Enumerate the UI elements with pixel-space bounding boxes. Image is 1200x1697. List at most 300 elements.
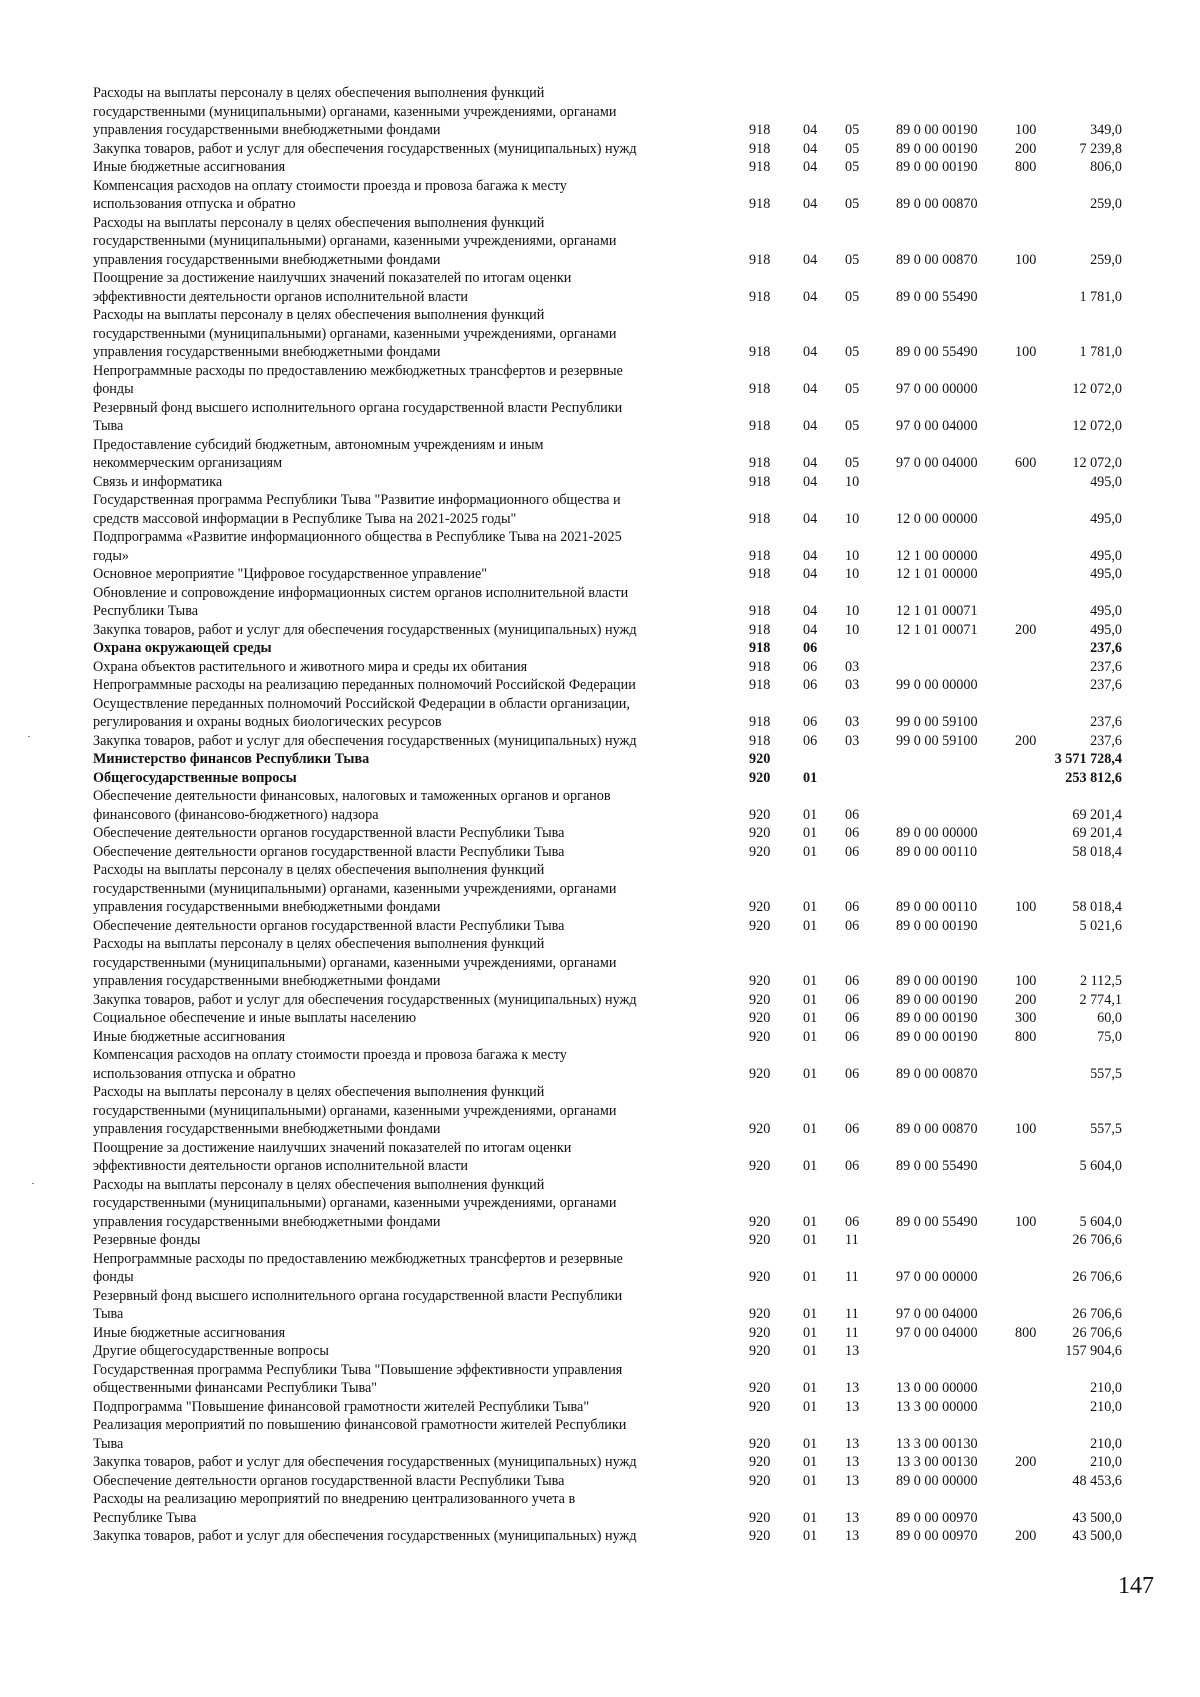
cell-vr: 100 [1015,1213,1037,1230]
row-name-line: Обеспечение деятельности финансовых, налоговых и таможенных органов и органов [93,788,611,804]
cell-vr: 100 [1015,251,1037,268]
table-row [0,491,1200,528]
cell-cs: 89 0 00 00190 [896,140,978,157]
table-row [0,1009,1200,1028]
row-name [93,917,733,936]
row-name-line: Резервный фонд высшего исполнительного органа государственной власти Республики [93,399,623,416]
table-row [0,528,1200,565]
cell-cs: 89 0 00 55490 [896,1158,978,1174]
cell-vr: 800 [1015,1324,1037,1341]
table-row [0,991,1200,1010]
table-row [0,1416,1200,1453]
cell-gr: 918 [749,381,771,397]
row-name-line: Закупка товаров, работ и услуг для обеспечения государственных (муниципальных) нужд [93,621,637,638]
row-name-line: Непрограммные расходы по предоставлению межбюджетных трансфертов и резервные [93,1250,623,1267]
cell-rz: 04 [803,566,818,582]
cell-vr: 200 [1015,991,1037,1008]
table-row [0,214,1200,270]
cell-cs: 12 0 00 00000 [896,510,978,527]
cell-amount: 237,6 [1090,658,1122,675]
table-row [0,658,1200,677]
cell-rz: 04 [803,418,818,434]
cell-gr: 918 [749,159,771,175]
cell-cs: 89 0 00 00970 [896,1509,978,1526]
cell-cs: 89 0 00 55490 [896,344,978,360]
cell-gr: 918 [749,473,771,490]
table-row [0,1453,1200,1472]
cell-cs: 97 0 00 04000 [896,418,978,434]
cell-amount: 210,0 [1090,1398,1122,1415]
cell-amount: 60,0 [1097,1010,1122,1026]
cell-gr: 920 [749,1232,771,1248]
row-name-line: Охрана объектов растительного и животного мира и среды их обитания [93,658,528,675]
cell-cs: 12 1 01 00000 [896,566,978,582]
table-row [0,695,1200,732]
row-name-line: годы» [93,547,129,564]
row-name [93,528,733,565]
cell-gr: 920 [749,1509,771,1526]
cell-rz: 01 [803,1343,818,1359]
table-row [0,676,1200,695]
cell-rz: 01 [803,1158,818,1174]
table-row [0,750,1200,769]
cell-amount: 43 500,0 [1072,1528,1122,1544]
cell-amount: 2 774,1 [1079,991,1122,1008]
cell-cs: 89 0 00 00190 [896,1010,978,1026]
table-row [0,935,1200,991]
cell-vr: 300 [1015,1010,1037,1026]
row-name [93,1139,733,1176]
row-name-line: Закупка товаров, работ и услуг для обеспечения государственных (муниципальных) нужд [93,1454,637,1470]
cell-gr: 918 [749,344,771,360]
row-name [93,1453,733,1472]
cell-pr: 03 [845,658,860,675]
cell-rz: 06 [803,732,818,749]
cell-rz: 04 [803,140,818,157]
table-row [0,140,1200,159]
cell-rz: 04 [803,344,818,360]
cell-gr: 920 [749,899,771,915]
cell-amount: 69 201,4 [1072,825,1122,841]
cell-amount: 2 112,5 [1079,973,1122,989]
row-name-line: Общегосударственные вопросы [93,769,297,786]
cell-amount: 237,6 [1090,677,1122,693]
cell-vr: 200 [1015,621,1037,638]
cell-pr: 05 [845,159,860,175]
table-row [0,639,1200,658]
cell-rz: 01 [803,1435,818,1452]
cell-gr: 920 [749,1065,771,1082]
cell-amount: 349,0 [1090,122,1122,138]
cell-pr: 03 [845,732,860,749]
table-row [0,1046,1200,1083]
table-row [0,1287,1200,1324]
cell-amount: 495,0 [1090,510,1122,527]
table-row [0,269,1200,306]
cell-gr: 918 [749,658,771,675]
cell-gr: 918 [749,418,771,434]
row-name-line: государственными (муниципальными) органами, казенными учреждениями, органами [93,325,617,342]
row-name-line: Иные бюджетные ассигнования [93,1324,286,1341]
cell-amount: 495,0 [1090,547,1122,564]
cell-gr: 920 [749,1528,771,1544]
cell-amount: 237,6 [1090,714,1122,730]
row-name-line: Охрана окружающей среды [93,640,272,656]
cell-amount: 210,0 [1090,1435,1122,1452]
row-name [93,84,733,140]
table-row [0,1139,1200,1176]
row-name-line: Обновление и сопровождение информационных систем органов исполнительной власти [93,584,629,601]
row-name-line: Компенсация расходов на оплату стоимости проезда и провоза багажа к месту [93,177,567,194]
table-row [0,917,1200,936]
cell-amount: 259,0 [1090,251,1122,268]
cell-gr: 920 [749,1010,771,1026]
cell-amount: 495,0 [1090,473,1122,490]
row-name [93,1046,733,1083]
cell-cs: 13 3 00 00130 [896,1454,978,1470]
cell-amount: 495,0 [1090,603,1122,619]
cell-gr: 920 [749,769,771,786]
cell-amount: 12 072,0 [1072,418,1122,434]
cell-rz: 06 [803,658,818,675]
cell-vr: 600 [1015,455,1037,471]
cell-amount: 210,0 [1090,1380,1122,1396]
cell-rz: 04 [803,473,818,490]
cell-pr: 13 [845,1509,860,1526]
row-name [93,991,733,1010]
page-number: 147 [1118,1573,1154,1599]
row-name [93,1083,733,1139]
cell-amount: 26 706,6 [1072,1306,1122,1322]
cell-amount: 58 018,4 [1072,899,1122,915]
row-name-line: эффективности деятельности органов исполнительной власти [93,1158,468,1174]
cell-pr: 06 [845,917,860,934]
cell-gr: 920 [749,751,771,767]
cell-vr: 100 [1015,899,1037,915]
cell-rz: 01 [803,1232,818,1248]
cell-pr: 11 [845,1306,859,1322]
cell-amount: 495,0 [1090,621,1122,638]
row-name-line: Расходы на выплаты персоналу в целях обеспечения выполнения функций [93,85,545,101]
cell-rz: 06 [803,714,818,730]
row-name [93,565,733,584]
row-name [93,1398,733,1417]
row-name-line: государственными (муниципальными) органами, казенными учреждениями, органами [93,103,617,120]
row-name-line: государственными (муниципальными) органами, казенными учреждениями, органами [93,233,617,249]
row-name [93,1231,733,1250]
cell-pr: 10 [845,621,860,638]
cell-pr: 06 [845,806,860,823]
row-name-line: использования отпуска и обратно [93,196,296,212]
cell-vr: 100 [1015,122,1037,138]
cell-pr: 03 [845,677,860,693]
cell-rz: 01 [803,1472,818,1489]
cell-pr: 05 [845,196,860,212]
row-name-line: Тыва [93,1435,124,1452]
row-name-line: Обеспечение деятельности органов государственной власти Республики Тыва [93,843,565,860]
row-name-line: Компенсация расходов на оплату стоимости проезда и провоза багажа к месту [93,1047,567,1063]
cell-rz: 04 [803,288,818,305]
row-name-line: фонды [93,1269,134,1285]
table-row [0,362,1200,399]
row-name-line: Закупка товаров, работ и услуг для обеспечения государственных (муниципальных) нужд [93,991,637,1008]
cell-rz: 01 [803,1454,818,1470]
row-name [93,1342,733,1361]
row-name [93,750,733,769]
cell-gr: 920 [749,1435,771,1452]
table-row [0,584,1200,621]
row-name-line: Закупка товаров, работ и услуг для обеспечения государственных (муниципальных) нужд [93,140,637,157]
row-name [93,1490,733,1527]
row-name-line: Республике Тыва [93,1509,197,1526]
row-name-line: Расходы на выплаты персоналу в целях обеспечения выполнения функций [93,1084,545,1100]
row-name-line: Основное мероприятие "Цифровое государственное управление" [93,566,488,582]
row-name-line: Расходы на выплаты персоналу в целях обеспечения выполнения функций [93,1176,545,1193]
cell-amount: 237,6 [1090,640,1122,656]
cell-gr: 918 [749,251,771,268]
cell-amount: 237,6 [1090,732,1122,749]
row-name-line: управления государственными внебюджетными фондами [93,344,441,360]
table-row [0,1527,1200,1546]
cell-cs: 89 0 00 00190 [896,159,978,175]
table-row [0,1472,1200,1491]
row-name-line: Закупка товаров, работ и услуг для обеспечения государственных (муниципальных) нужд [93,732,637,749]
cell-amount: 26 706,6 [1072,1324,1122,1341]
row-name-line: средств массовой информации в Республике Тыва на 2021-2025 годы" [93,510,517,527]
row-name [93,732,733,751]
row-name-line: Иные бюджетные ассигнования [93,159,286,175]
cell-pr: 13 [845,1528,860,1544]
cell-cs: 89 0 00 00000 [896,825,978,841]
cell-gr: 920 [749,1454,771,1470]
table-row [0,177,1200,214]
cell-pr: 13 [845,1343,860,1359]
row-name [93,158,733,177]
cell-pr: 10 [845,566,860,582]
cell-gr: 920 [749,1306,771,1322]
row-name-line: управления государственными внебюджетными фондами [93,122,441,138]
table-row [0,787,1200,824]
cell-rz: 01 [803,1213,818,1230]
row-name-line: государственными (муниципальными) органами, казенными учреждениями, органами [93,954,617,971]
cell-rz: 01 [803,1509,818,1526]
cell-pr: 06 [845,973,860,989]
row-name-line: Предоставление субсидий бюджетным, автономным учреждениям и иным [93,436,544,453]
cell-cs: 89 0 00 00190 [896,973,978,989]
row-name-line: Поощрение за достижение наилучших значений показателей по итогам оценки [93,270,572,286]
row-name [93,1324,733,1343]
cell-vr: 100 [1015,344,1037,360]
cell-cs: 89 0 00 00190 [896,122,978,138]
cell-gr: 920 [749,1269,771,1285]
cell-gr: 920 [749,1028,771,1045]
cell-gr: 920 [749,825,771,841]
table-row [0,1028,1200,1047]
table-row [0,306,1200,362]
cell-rz: 04 [803,547,818,564]
cell-rz: 06 [803,677,818,693]
table-row [0,436,1200,473]
cell-gr: 918 [749,714,771,730]
cell-amount: 3 571 728,4 [1054,751,1122,767]
row-name [93,787,733,824]
cell-cs: 89 0 00 00190 [896,991,978,1008]
row-name-line: Социальное обеспечение и иные выплаты населению [93,1010,417,1026]
cell-rz: 01 [803,806,818,823]
row-name-line: Обеспечение деятельности органов государственной власти Республики Тыва [93,917,565,934]
table-row [0,1083,1200,1139]
row-name [93,1472,733,1491]
row-name-line: Другие общегосударственные вопросы [93,1343,329,1359]
cell-amount: 1 781,0 [1079,344,1122,360]
cell-pr: 06 [845,1121,860,1137]
row-name-line: использования отпуска и обратно [93,1065,296,1082]
cell-gr: 920 [749,1324,771,1341]
table-row [0,565,1200,584]
row-name-line: Расходы на реализацию мероприятий по внедрению централизованного учета в [93,1491,576,1507]
cell-vr: 200 [1015,1454,1037,1470]
table-row [0,861,1200,917]
cell-gr: 918 [749,640,771,656]
cell-cs: 99 0 00 00000 [896,677,978,693]
cell-rz: 04 [803,196,818,212]
cell-amount: 12 072,0 [1072,455,1122,471]
row-name-line: Тыва [93,418,124,434]
cell-gr: 920 [749,991,771,1008]
cell-amount: 75,0 [1097,1028,1122,1045]
cell-rz: 01 [803,1065,818,1082]
row-name-line: регулирования и охраны водных биологических ресурсов [93,714,442,730]
table-row [0,158,1200,177]
cell-rz: 01 [803,917,818,934]
cell-amount: 210,0 [1090,1454,1122,1470]
cell-cs: 89 0 00 00190 [896,1028,978,1045]
cell-rz: 04 [803,603,818,619]
row-name [93,621,733,640]
cell-pr: 11 [845,1324,859,1341]
cell-pr: 05 [845,140,860,157]
row-name [93,861,733,917]
cell-cs: 89 0 00 55490 [896,1213,978,1230]
table-row [0,732,1200,751]
cell-pr: 13 [845,1398,860,1415]
cell-pr: 10 [845,510,860,527]
cell-rz: 01 [803,843,818,860]
cell-rz: 01 [803,1324,818,1341]
row-name-line: Непрограммные расходы по предоставлению межбюджетных трансфертов и резервные [93,362,623,379]
cell-cs: 13 3 00 00130 [896,1435,978,1452]
row-name-line: Расходы на выплаты персоналу в целях обеспечения выполнения функций [93,936,545,952]
cell-gr: 918 [749,510,771,527]
row-name-line: Подпрограмма «Развитие информационного общества в Республике Тыва на 2021-2025 [93,529,622,545]
row-name [93,436,733,473]
row-name-line: управления государственными внебюджетными фондами [93,899,441,915]
row-name-line: управления государственными внебюджетными фондами [93,251,441,268]
cell-pr: 13 [845,1472,860,1489]
cell-cs: 89 0 00 00000 [896,1472,978,1489]
row-name-line: общественными финансами Республики Тыва" [93,1380,378,1396]
cell-rz: 01 [803,991,818,1008]
table-row [0,1361,1200,1398]
cell-pr: 05 [845,122,860,138]
cell-rz: 04 [803,251,818,268]
cell-vr: 800 [1015,159,1037,175]
cell-rz: 06 [803,640,818,656]
row-name-line: Государственная программа Республики Тыва "Повышение эффективности управления [93,1361,623,1378]
cell-gr: 918 [749,122,771,138]
cell-cs: 13 0 00 00000 [896,1380,978,1396]
cell-gr: 918 [749,566,771,582]
cell-cs: 89 0 00 00110 [896,899,978,915]
table-row [0,1176,1200,1232]
table-row [0,1342,1200,1361]
row-name-line: финансового (финансово-бюджетного) надзора [93,806,379,823]
cell-pr: 06 [845,1213,860,1230]
row-name [93,214,733,270]
cell-rz: 01 [803,769,818,786]
table-row [0,769,1200,788]
table-row [0,473,1200,492]
cell-gr: 918 [749,288,771,305]
cell-amount: 157 904,6 [1065,1343,1122,1359]
cell-pr: 06 [845,1065,860,1082]
table-row [0,1250,1200,1287]
row-name [93,584,733,621]
cell-cs: 89 0 00 00870 [896,1121,978,1137]
row-name-line: эффективности деятельности органов исполнительной власти [93,288,468,305]
cell-rz: 04 [803,621,818,638]
cell-rz: 01 [803,1380,818,1396]
cell-gr: 918 [749,196,771,212]
cell-gr: 920 [749,917,771,934]
row-name-line: Осуществление переданных полномочий Российской Федерации в области организации, [93,695,630,712]
cell-pr: 06 [845,1010,860,1026]
cell-gr: 920 [749,843,771,860]
cell-pr: 11 [845,1269,859,1285]
cell-gr: 920 [749,1121,771,1137]
cell-rz: 04 [803,159,818,175]
cell-gr: 918 [749,140,771,157]
row-name [93,769,733,788]
cell-amount: 26 706,6 [1072,1269,1122,1285]
row-name-line: Расходы на выплаты персоналу в целях обеспечения выполнения функций [93,862,545,878]
cell-pr: 06 [845,991,860,1008]
cell-rz: 01 [803,1269,818,1285]
cell-rz: 04 [803,381,818,397]
row-name [93,1176,733,1232]
cell-amount: 557,5 [1090,1121,1122,1137]
cell-cs: 89 0 00 00870 [896,251,978,268]
row-name-line: Обеспечение деятельности органов государственной власти Республики Тыва [93,1472,565,1489]
table-row [0,843,1200,862]
cell-rz: 01 [803,1028,818,1045]
row-name-line: Поощрение за достижение наилучших значений показателей по итогам оценки [93,1139,572,1156]
cell-gr: 918 [749,677,771,693]
row-name [93,935,733,991]
row-name [93,1250,733,1287]
table-row [0,399,1200,436]
cell-rz: 04 [803,455,818,471]
row-name-line: Обеспечение деятельности органов государственной власти Республики Тыва [93,825,565,841]
cell-pr: 10 [845,603,860,619]
cell-rz: 01 [803,973,818,989]
cell-cs: 99 0 00 59100 [896,732,978,749]
cell-rz: 04 [803,510,818,527]
cell-amount: 5 021,6 [1079,917,1122,934]
cell-amount: 495,0 [1090,566,1122,582]
row-name-line: управления государственными внебюджетными фондами [93,1213,441,1230]
row-name [93,177,733,214]
